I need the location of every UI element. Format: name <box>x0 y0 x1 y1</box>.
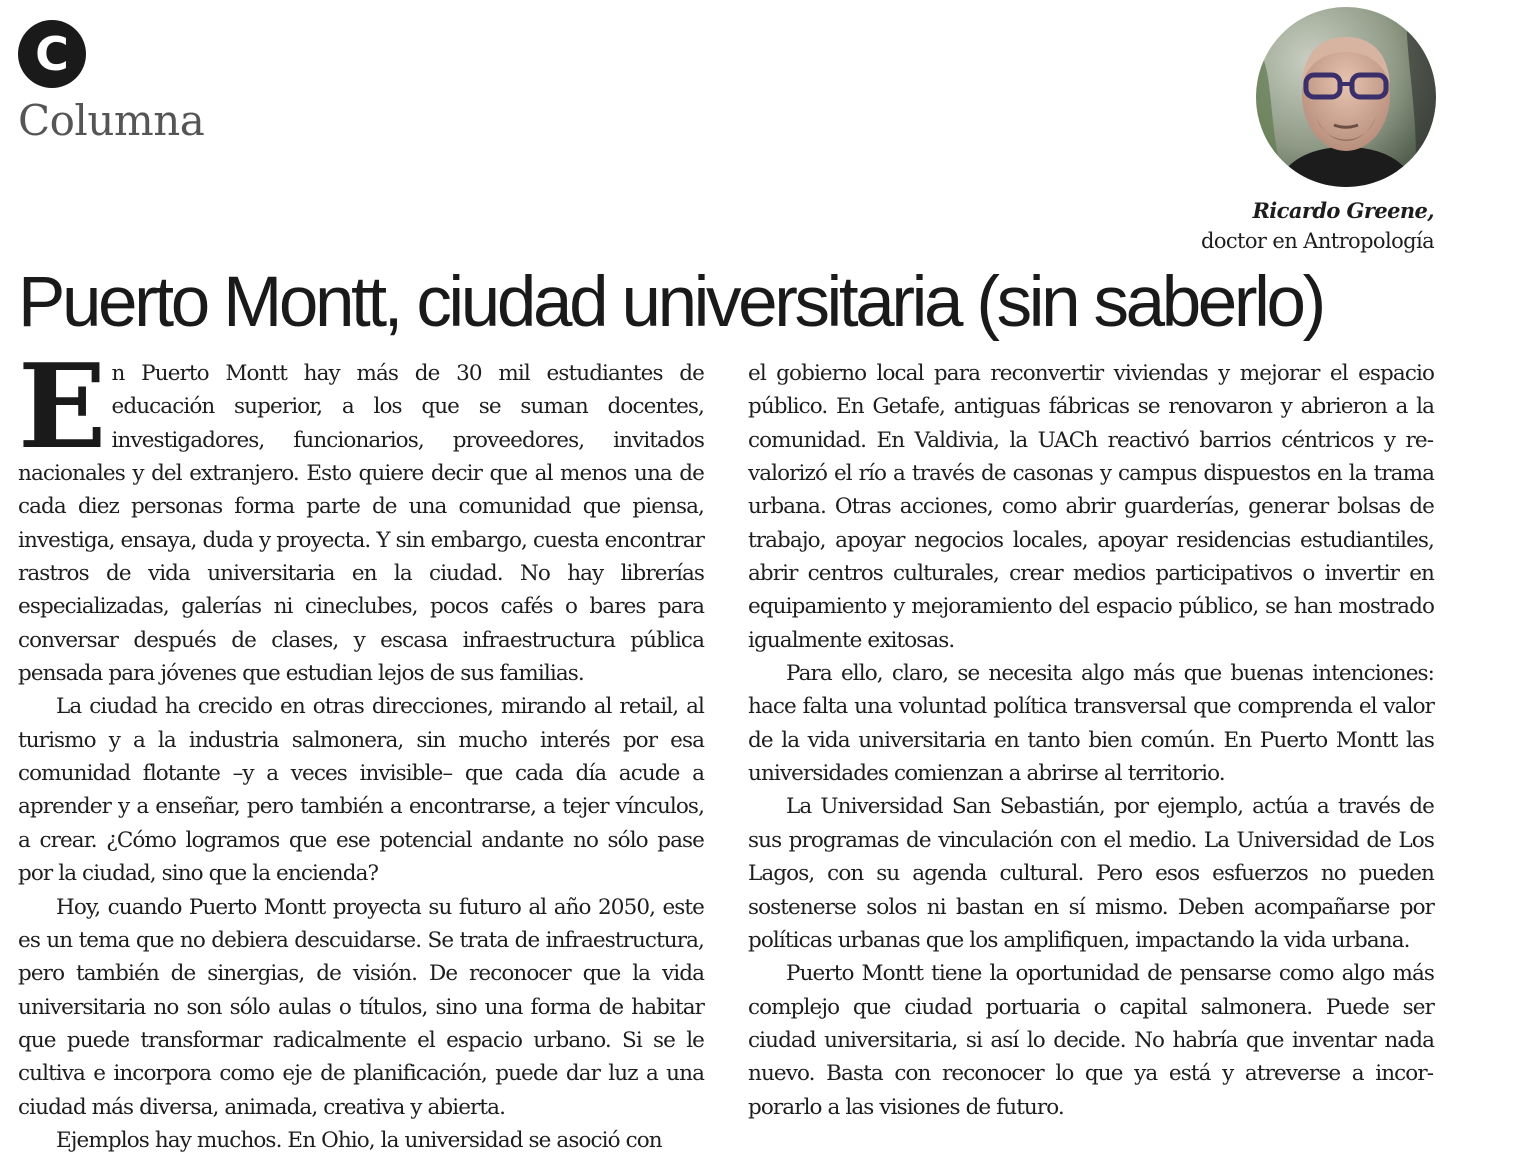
article-paragraph: La ciudad ha crecido en otras direcciones, mirando al retail, al turismo y a la industria salmonera, sin mucho interés por esa comunidad flotante –y a veces invisible– que cada día acude a aprender y a enseñar, pero también a encontrarse, a tejer vínculos, a crear. ¿Cómo logramos que ese potencial andante no sólo pase por la ciudad, sino que la encienda? <box>18 694 704 887</box>
drop-cap: E <box>18 339 106 475</box>
article-title: Puerto Montt, ciudad universitaria (sin saberlo) <box>18 263 1323 342</box>
article-paragraph: Puerto Montt tiene la oportunidad de pensarse como algo más complejo que ciudad portuaria o capital salmonera. Puede ser ciudad universitaria, si así lo decide. No habría que inventar nada nuevo. Basta con reconocer lo que ya está y atreverse a incorporarlo a las visiones de futuro. <box>748 961 1434 1120</box>
author-role: doctor en Antropología <box>1200 229 1434 253</box>
author-portrait-image <box>1256 7 1436 187</box>
article-left-column <box>18 339 704 1157</box>
paragraph-text: n Puerto Montt hay más de 30 mil estudiantes de educación superior, a los que se suman docentes, investigadores, funcionarios, proveedores, invitados nacionales y del extranjero. Esto quiere decir que al menos una de cada diez personas forma parte de una comunidad que piensa, investiga, ensaya, duda y proyecta. Y sin embargo, cuesta encontrar rastros de vida universitaria en la ciudad. No hay librerías especializadas, galerías ni cineclubes, pocos cafés o bares para conversar después de clases, y escasa infraestructura pública pensada para jóvenes que estudian lejos de sus familias. <box>18 361 704 687</box>
article-paragraph: La Universidad San Sebastián, por ejemplo, actúa a través de sus programas de vinculación con el medio. La Universidad de Los Lagos, con su agenda cultural. Pero esos esfuerzos no pueden sostenerse solos ni bastan en sí mismo. Deben acompañarse por políticas urbanas que los amplifiquen, impactando la vida urbana. <box>748 794 1434 953</box>
article-right-column <box>748 357 1434 1124</box>
author-name: Ricardo Greene, <box>1252 198 1434 223</box>
article-paragraph: Ejemplos hay muchos. En Ohio, la universidad se asoció con <box>56 1127 662 1153</box>
article-paragraph: Para ello, claro, se necesita algo más que buenas intenciones: hace falta una voluntad política transversal que comprenda el valor de la vida universitaria en tanto bien común. En Puerto Montt las universidades comienzan a abrirse al territorio. <box>748 661 1434 787</box>
article-paragraph <box>18 339 704 690</box>
section-label: Columna <box>18 96 205 145</box>
section-badge: C <box>18 20 86 88</box>
author-byline <box>1201 195 1434 257</box>
author-photo <box>1256 7 1436 187</box>
article-paragraph: el gobierno local para reconvertir viviendas y mejorar el espacio público. En Getafe, antiguas fábricas se renovaron y abrieron a la comunidad. En Valdivia, la UACh reactivó barrios céntricos y revalorizó el río a través de casonas y campus dispuestos en la trama urbana. Otras acciones, como abrir guarderías, generar bolsas de trabajo, apoyar negocios locales, apoyar residencias estudiantiles, abrir centros culturales, crear medios participativos o invertir en equipamiento y mejoramiento del espacio público, se han mostrado igualmente exitosas. <box>748 361 1434 653</box>
article-paragraph: Hoy, cuando Puerto Montt proyecta su futuro al año 2050, este es un tema que no debiera descuidarse. Se trata de infraestructura, pero también de sinergias, de visión. De reconocer que la vida universitaria no son sólo aulas o títulos, sino una forma de habitar que puede transformar radicalmente el espacio urbano. Si se le cultiva e incorpora como eje de planificación, puede dar luz a una ciudad más diversa, animada, creativa y abierta. <box>18 894 704 1120</box>
